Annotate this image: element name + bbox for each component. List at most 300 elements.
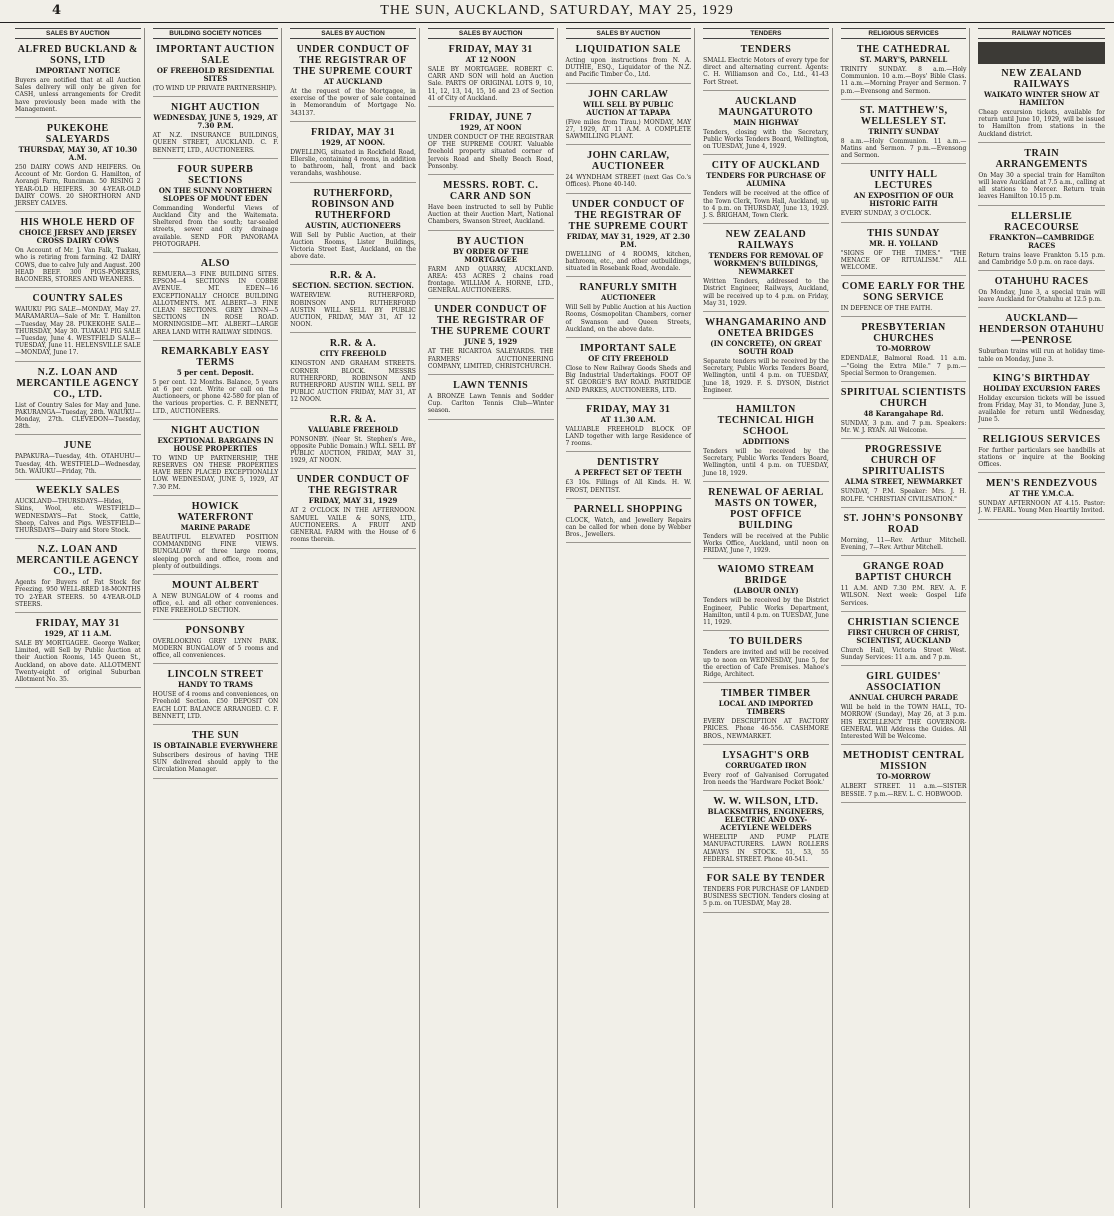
newspaper-column	[425, 28, 558, 1208]
ad-body: VALUABLE FREEHOLD BLOCK OF LAND together with large Residence of 7 rooms.	[565, 425, 692, 448]
ad-subtitle: WAIKATO WINTER SHOW AT HAMILTON	[984, 90, 1100, 107]
ad-body: REMUERA—3 FINE BUILDING SITES. EPSOM—4 SECTIONS IN COBBE AVENUE. MT. EDEN—16 EXCEPTIONALLY CHOICE BUILDING ALLOTMENTS. MT. ALBERT—3 FINE CLEAN SECTIONS. GREY LYNN—5 SECTIONS IN ROSE ROAD. MORNINGSIDE—MT. ALBERT—LARGE AREA LAND WITH RAILWAY SIDINGS.	[152, 271, 279, 336]
ad-body: EVERY DESCRIPTION AT FACTORY PRICES. Phone 46-556. CASHMORE BROS., NEWMARKET.	[703, 718, 829, 740]
classified-ad	[566, 42, 692, 84]
ad-body: Will be held in the TOWN HALL, TO-MORROW (Sunday), May 26, at 3 p.m. HIS EXCELLENCY THE GOVERNOR-GENERAL Will Address the Guides. All Interested Will be Welcome.	[840, 704, 967, 741]
masthead	[0, 0, 1114, 23]
ad-body: ALBERT STREET. 11 a.m.—SISTER BESSIE. 7 p.m.—REV. L. C. HOBWOOD.	[840, 783, 967, 798]
ad-title: GRANGE ROAD BAPTIST CHURCH	[855, 561, 952, 584]
ad-body: List of Country Sales for May and June. PAKURANGA—Tuesday, 28th. WAIUKU—Monday, 27th. CLEVEDON—Tuesday, 28th.	[15, 401, 141, 431]
ad-body: Acting upon instructions from N. A. DUTHIE, ESQ., Liquidator of the N.Z. and Pacific Timber Co., Ltd.	[565, 57, 692, 79]
ad-title: RELIGIOUS SERVICES	[982, 433, 1101, 445]
ad-body: SALE BY MORTGAGEE. George Walker, Limited, will Sell by Public Auction at their Auction Rooms, 145 Queen St., Auckland, on above date. ALLOTMENT Twenty-eight of original Suburban Allotment No. 35.	[15, 639, 141, 683]
classified-ad	[153, 256, 279, 341]
classified-ad	[290, 186, 416, 266]
classified-ad	[703, 634, 829, 683]
ad-body: AT THE RICARTOA SALEYARDS. THE FARMERS' AUCTIONEERING COMPANY, LIMITED, CHRISTCHURCH.	[427, 348, 554, 370]
classified-ad	[841, 669, 967, 745]
ad-title: CITY OF AUCKLAND	[711, 160, 821, 172]
ad-title: OTAHUHU RACES	[994, 276, 1089, 288]
ad-body: IN DEFENCE OF THE FAITH.	[840, 305, 933, 313]
column-header: SALES BY AUCTION	[566, 28, 692, 39]
column-header: RELIGIOUS SERVICES	[841, 28, 967, 39]
ad-body: SUNDAY, 7 P.M. Speaker: Mrs. J. H. ROLFE. "CHRISTIAN CIVILISATION."	[840, 488, 967, 503]
ad-body: A BRONZE Lawn Tennis and Sodder Cup. Carlton Tennis Club—Winter season.	[427, 393, 554, 415]
classified-ad	[703, 871, 829, 913]
ad-subtitle: WEDNESDAY, JUNE 5, 1929, AT 7.30 P.M.	[153, 113, 278, 131]
classified-ad	[153, 162, 279, 253]
ad-body: Church Hall, Victoria Street West. Sunday Services: 11 a.m. and 7 p.m.	[840, 646, 967, 662]
newspaper-title: THE SUN, AUCKLAND, SATURDAY, MAY 25, 1929	[380, 3, 734, 18]
ad-body: Holiday excursion tickets will be issued from Friday, May 31, to Monday, June 3, available for return until Wednesday, June 5.	[978, 394, 1105, 424]
classified-ad	[841, 385, 967, 439]
classified-ad	[290, 42, 416, 122]
ad-title: UNDER CONDUCT OF THE REGISTRAR OF THE SUPREME COURT	[431, 304, 551, 338]
ad-title: LYSAGHT'S ORB	[722, 749, 810, 761]
classified-ad	[153, 100, 279, 159]
ad-body: AT N.Z. INSURANCE BUILDINGS, QUEEN STREET, AUCKLAND. C. F. BENNETT, LTD., AUCTIONEERS.	[152, 132, 279, 154]
classified-ad	[15, 438, 141, 480]
ad-title: UNDER CONDUCT OF THE REGISTRAR	[296, 474, 410, 497]
classified-ad	[978, 209, 1105, 271]
ad-body: Morning, 11—Rev. Arthur Mitchell. Evening, 7—Rev. Arthur Mitchell.	[840, 536, 967, 552]
classified-ad	[978, 274, 1105, 308]
ad-body: AT 2 O'CLOCK IN THE AFTERNOON. SAMUEL VAILE & SONS, LTD., AUCTIONEERS. A FRUIT AND GENERAL FARM with the House of 6 rooms therein.	[290, 507, 416, 544]
ad-title: RENEWAL OF AERIAL MASTS ON TOWER, POST OFFICE BUILDING	[708, 486, 824, 531]
classified-ad	[703, 686, 829, 745]
ad-body: SUNDAY AFTERNOON AT 4.15. Pastor: J. W. FEARL. Young Men Heartily Invited.	[978, 500, 1105, 515]
ad-body: Commanding Wonderful Views of Auckland City and the Waitemata. Sheltered from the south; tar-sealed streets, sewer and city drainage available. SEND FOR PANORAMA PHOTOGRAPH.	[152, 204, 279, 248]
ad-title: LIQUIDATION SALE	[575, 44, 681, 55]
ad-subtitle: MAIN HIGHWAY	[733, 117, 799, 127]
classified-ad	[703, 748, 829, 791]
classified-ad	[15, 121, 141, 212]
ad-subtitle: 5 per cent. Deposit.	[176, 367, 254, 377]
ad-body: AUCKLAND—THURSDAYS—Hides, Skins, Wool, etc. WESTFIELD—WEDNESDAYS—Fat Stock, Cattle, Sheep, Calves and Pigs. WESTFIELD—THURSDAYS—Dairy and Store Stock.	[15, 498, 141, 534]
classified-ad	[978, 311, 1105, 367]
ad-body: 8 a.m.—Holy Communion. 11 a.m.—Matins and Sermon. 7 p.m.—Evensong and Sermon.	[840, 137, 967, 160]
classified-ad	[566, 280, 692, 338]
ad-subtitle: (IN CONCRETE), ON GREAT SOUTH ROAD	[710, 339, 822, 357]
classified-ad	[290, 472, 416, 548]
ad-subtitle: AT 12 NOON	[465, 55, 516, 64]
classified-ad	[978, 66, 1105, 143]
classified-ad	[703, 794, 829, 868]
classified-ad	[15, 365, 141, 436]
classified-ad	[290, 336, 416, 408]
classified-ad	[153, 344, 279, 420]
ad-subtitle: CORRUGATED IRON	[725, 760, 807, 770]
ad-body: SMALL Electric Motors of every type for direct and alternating current. Agents: C. H. Williamson and Co., Ltd., 41-43 Fort Street.	[703, 57, 829, 86]
ad-subtitle: THURSDAY, MAY 30, AT 10.30 A.M.	[18, 145, 138, 163]
ad-subtitle: FRANKTON—CAMBRIDGE RACES	[989, 232, 1094, 250]
ad-body: UNDER CONDUCT OF THE REGISTRAR OF THE SUPREME COURT. Valuable freehold property situated corner of Jervois Road and Shelly Beach Road, Ponsonby.	[427, 134, 554, 170]
ad-body: On Account of Mr. J. Van Falk, Tuakau, who is retiring from farming. 42 DAIRY COWS, due to calve July and August. 200 HEAD BEEF. 300 PIGS-PORKERS, BACONERS, STORES AND WEANERS.	[15, 247, 141, 284]
ad-body: Close to New Railway Goods Sheds and Big Industrial Undertakings. FOOT OF ST. GEORGE'S BAY ROAD. PARTRIDGE AND PARKES, AUCTIONEERS, LTD.	[565, 365, 692, 394]
ad-title: IMPORTANT SALE	[580, 343, 677, 355]
ad-title: FRIDAY, JUNE 7	[449, 112, 533, 124]
ad-title: BY AUCTION	[456, 235, 525, 247]
classified-ad	[841, 167, 967, 222]
ad-subtitle: VALUABLE FREEHOLD	[308, 424, 399, 434]
ad-title: FOUR SUPERB SECTIONS	[177, 163, 254, 186]
ad-subtitle: 1929, AT 11 A.M.	[44, 628, 112, 638]
classified-ad	[841, 103, 967, 165]
ad-title: R.R. & A.	[329, 413, 377, 425]
ad-title: ALFRED BUCKLAND & SONS, LTD	[17, 44, 138, 66]
ad-title: FOR SALE BY TENDER	[706, 872, 826, 884]
ad-subtitle: TO-MORROW	[876, 772, 931, 782]
ad-title: IMPORTANT AUCTION SALE	[156, 44, 275, 66]
ad-title: RANFURLY SMITH	[579, 282, 678, 294]
ad-subtitle: A PERFECT SET OF TEETH	[574, 468, 682, 478]
ad-subtitle: CHOICE JERSEY AND JERSEY CROSS DAIRY COWS	[19, 228, 137, 246]
ad-subtitle: TENDERS FOR REMOVAL OF WORKMEN'S BUILDINGS, NEWMARKET	[708, 251, 824, 277]
ad-body: Have been instructed to sell by Public Auction at their Auction Mart, National Chambers, Swanson Street, Auckland.	[427, 204, 554, 226]
classified-ad	[290, 125, 416, 183]
ad-title: HAMILTON TECHNICAL HIGH SCHOOL	[717, 404, 815, 438]
ad-body: Tenders will be received at the Public Works Office, Auckland, until noon on FRIDAY, June 7, 1929.	[703, 532, 829, 555]
classified-ad	[978, 476, 1105, 519]
ad-title: NEW ZEALAND RAILWAYS	[725, 229, 807, 252]
classified-ad	[841, 442, 967, 507]
ad-subtitle: AN EXPOSITION OF OUR HISTORIC FAITH	[853, 191, 954, 209]
ad-body: Tenders are invited and will be received up to noon on WEDNESDAY, June 5, for the erection of Cafe Premises. Mahoe's Ridge, Architect.	[703, 649, 829, 678]
ad-subtitle: BLACKSMITHS, ENGINEERS, ELECTRIC AND OXY-ACETYLENE WELDERS	[707, 807, 825, 833]
ad-title: REMARKABLY EASY TERMS	[161, 345, 270, 368]
ad-body: 250 DAIRY COWS AND HEIFERS. On Account of Mr. Gordon G. Hamilton, of Aorangi Farm, Runciman. 50 RISING 2 YEAR-OLD HEIFERS. 30 4-YEAR-OLD DAIRY COWS. 20 SHORTHORN AND JERSEY CALVES.	[15, 164, 141, 208]
ad-title: COUNTRY SALES	[32, 293, 124, 305]
ad-title: THE SUN	[191, 729, 239, 741]
classified-ad	[153, 42, 279, 97]
ad-title: HIS WHOLE HERD OF	[20, 217, 136, 229]
classified-ad	[566, 148, 692, 193]
ad-body: OVERLOOKING GREY LYNN PARK. MODERN BUNGALOW of 5 rooms and office, all conveniences.	[152, 637, 279, 659]
ad-title: ST. JOHN'S PONSONBY ROAD	[843, 512, 964, 535]
classified-ad	[703, 315, 829, 399]
ad-subtitle: IS OBTAINABLE EVERYWHERE	[153, 740, 278, 750]
ad-title: TIMBER TIMBER	[720, 688, 811, 700]
ad-subtitle: AT 11.30 A.M.	[600, 414, 656, 424]
ad-body: (TO WIND UP PRIVATE PARTNERSHIP).	[152, 85, 277, 92]
ad-body: CLOCK, Watch, and Jewellery Repairs can be called for when done by Webber Bros., Jewellers.	[565, 516, 692, 539]
classified-ad	[841, 279, 967, 317]
classified-ad	[566, 87, 692, 146]
ad-body: KINGSTON AND GRAHAM STREETS. CORNER BLOCK. MESSRS RUTHERFORD, ROBINSON AND RUTHERFORD AUSTIN WILL SELL BY PUBLIC AUCTION FRIDAY, MAY 31, AT 12 NOON.	[290, 360, 416, 404]
classified-ad	[841, 226, 967, 277]
ad-body: £3 10s. Fillings of All Kinds. H. W. FROST, DENTIST.	[565, 479, 692, 494]
column-header: SALES BY AUCTION	[428, 28, 554, 39]
classified-ad	[428, 42, 554, 107]
classified-ad	[290, 412, 416, 470]
ad-subtitle: TENDERS FOR PURCHASE OF ALUMINA	[706, 171, 826, 189]
ad-title: JOHN CARLAW, AUCTIONEER	[587, 150, 670, 173]
classified-ad	[978, 371, 1105, 429]
ad-title: MESSRS. ROBT. C. CARR AND SON	[443, 180, 539, 203]
ad-body: TO WIND UP PARTNERSHIP, THE RESERVES ON THESE PROPERTIES HAVE BEEN PLACED EXCEPTIONALLY LOW. WEDNESDAY, JUNE 5, 1929, AT 7.30 P.M.	[152, 454, 279, 491]
classified-ad	[153, 667, 279, 725]
ad-subtitle: AT THE Y.M.C.A.	[1009, 489, 1075, 499]
ad-body: Return trains leave Frankton 5.15 p.m. and Cambridge 5.0 p.m. on race days.	[978, 251, 1105, 266]
ad-title: JUNE	[63, 440, 92, 452]
ad-title: N.Z. LOAN AND MERCANTILE AGENCY CO., LTD.	[16, 544, 140, 578]
ad-body: FARM AND QUARRY, AUCKLAND. AREA: 453 ACRES 2 chains road frontage. WILLIAM A. HORNE, LTD., GENERAL AUCTIONEERS.	[427, 265, 554, 295]
ad-subtitle: CITY FREEHOLD	[319, 349, 387, 359]
ad-body: SALE BY MORTGAGEE. ROBERT C. CARR AND SON will hold an Auction Sale. PARTS OF ORIGINAL LOTS 9, 10, 11, 12, 13, 14, 15, 16 and 23 of Section 41 of City of Auckland.	[427, 66, 554, 102]
classified-ad	[290, 268, 416, 333]
ad-body: "SIGNS OF THE TIMES." "THE MENACE OF RITUALISM." ALL WELCOME.	[840, 249, 967, 272]
ad-body: (Five miles from Tirau.) MONDAY, MAY 27, 1929, AT 11 A.M. A COMPLETE SAWMILLING PLANT.	[565, 118, 692, 141]
ad-subtitle: FRIDAY, MAY 31, 1929, AT 2.30 P.M.	[566, 231, 690, 249]
column-grid	[12, 28, 1108, 1208]
classified-ad	[15, 483, 141, 539]
ad-title: NEW ZEALAND RAILWAYS	[1001, 68, 1082, 90]
ad-title: PUKEKOHE SALEYARDS	[45, 123, 110, 146]
column-header: SALES BY AUCTION	[290, 28, 416, 39]
ad-title: R.R. & A.	[329, 338, 377, 350]
ad-subtitle: AUCTIONEER	[601, 293, 656, 303]
ad-body: WAIUKU PIG SALE—MONDAY, May 27. MARAMARUA—Sale of Mr. T. Hamilton—Tuesday, May 28. PUKEKOHE SALE—THURSDAY, May 30. TUAKAU PIG SALE—Tuesday, June 4. WESTFIELD SALE—TUESDAY, June 11. HELENSVILLE SALE—MONDAY, June 17.	[15, 306, 141, 357]
classified-ad	[428, 110, 554, 175]
ad-subtitle: AT AUCKLAND	[323, 77, 383, 86]
ad-body: WHEELTIP AND PUMP PLATE MANUFACTURERS. LAWN ROLLERS ALWAYS IN STOCK. 51, 53, 55 FEDERAL STREET. Phone 40-541.	[703, 834, 829, 863]
ad-title: NIGHT AUCTION	[171, 424, 260, 436]
classified-ad	[703, 402, 829, 482]
ad-subtitle: 1929, AT NOON.	[321, 137, 386, 147]
ad-body: DWELLING of 4 ROOMS, kitchen, bathroom, etc., and other outbuildings, situated in Rosebank Road, Avondale.	[565, 250, 692, 273]
ad-title: GIRL GUIDES' ASSOCIATION	[866, 671, 941, 694]
classified-ad	[153, 728, 279, 779]
classified-ad	[841, 320, 967, 382]
ad-title: COME EARLY FOR THE SONG SERVICE	[841, 281, 966, 304]
ad-title: PONSONBY	[185, 624, 246, 636]
classified-ad	[978, 146, 1105, 206]
ad-title: TRAIN ARRANGEMENTS	[995, 147, 1088, 170]
classified-ad	[703, 562, 829, 631]
ad-body: For further particulars see handbills at stations or inquire at the Booking Offices.	[978, 446, 1105, 469]
ad-body: PAPAKURA—Tuesday, 4th. OTAHUHU—Tuesday, 4th. WESTFIELD—Wednesday, 5th. WAIUKU—Friday, 7th.	[15, 453, 141, 475]
ad-body: Agents for Buyers of Fat Stock for Freezing. 950 WELL-BRED 18-MONTHS TO 2-YEAR STEERS. 50 4-YEAR-OLD STEERS.	[15, 579, 141, 608]
ad-subtitle: 48 Karangahape Rd.	[863, 409, 944, 419]
ad-subtitle: ON THE SUNNY NORTHERN SLOPES OF MOUNT EDEN	[158, 185, 273, 203]
classified-ad	[703, 485, 829, 560]
ad-subtitle: AUSTIN, AUCTIONEERS	[305, 220, 401, 230]
ad-subtitle: FIRST CHURCH OF CHRIST, SCIENTIST, AUCKLAND	[847, 627, 960, 645]
ad-body: Tenders will be received by the Secretary, Public Works Tenders Board, Wellington, until 4 p.m. on TUESDAY, June 18, 1929.	[703, 448, 829, 477]
ad-title: UNITY HALL LECTURES	[869, 169, 938, 192]
ad-subtitle: TO-MORROW	[876, 344, 931, 354]
ad-title: PRESBYTERIAN CHURCHES	[861, 322, 946, 345]
ad-title: N.Z. LOAN AND MERCANTILE AGENCY CO., LTD.	[16, 366, 140, 400]
ad-title: NIGHT AUCTION	[171, 102, 260, 114]
ad-title: DENTISTRY	[597, 457, 660, 469]
ad-subtitle: ST. MARY'S, PARNELL	[859, 55, 948, 64]
ad-body: BEAUTIFUL ELEVATED POSITION COMMANDING FINE VIEWS. BUNGALOW of three large rooms, sleeping porch and office, room and plenty of outbuildings.	[152, 533, 279, 570]
newspaper-column	[12, 28, 145, 1208]
newspaper-column	[700, 28, 833, 1208]
ad-title: THIS SUNDAY	[867, 227, 940, 239]
ad-subtitle: MR. H. YOLLAND	[869, 238, 938, 248]
column-header: TENDERS	[703, 28, 829, 39]
ad-body: Subscribers desirous of having THE SUN delivered should apply to the Circulation Manager.	[152, 751, 279, 774]
classified-ad	[703, 42, 829, 91]
classified-ad	[153, 623, 279, 665]
classified-ad	[153, 423, 279, 496]
ad-title: PARNELL SHOPPING	[573, 503, 683, 515]
ad-title: FRIDAY, MAY 31	[35, 617, 120, 629]
ad-title: RUTHERFORD, ROBINSON AND RUTHERFORD	[311, 187, 395, 221]
ad-title: UNDER CONDUCT OF THE REGISTRAR OF THE SUPREME COURT	[568, 198, 688, 232]
classified-ad	[153, 499, 279, 575]
ad-title: W. W. WILSON, LTD.	[713, 796, 819, 808]
ad-body: Separate tenders will be received by the Secretary, Public Works Tenders Board, Wellington, until 4 p.m. on TUESDAY, June 18, 1929. F. S. DYSON, District Engineer.	[703, 358, 829, 394]
classified-ad	[153, 578, 279, 620]
ad-title: WHANGAMARINO AND ONETEA BRIDGES	[705, 317, 827, 340]
ad-subtitle: ADDITIONS	[742, 437, 790, 447]
ad-title: WEEKLY SALES	[35, 485, 120, 497]
ad-body: Will Sell by Public Auction, at their Auction Rooms, Lister Buildings, Victoria Street East, Auckland, on the above date.	[290, 231, 416, 261]
newspaper-column	[838, 28, 971, 1208]
ad-body: Will Sell by Public Auction at his Auction Rooms, Cosmopolitan Chambers, corner of Swanson and Queen Streets, Auckland, on the above date.	[565, 304, 692, 333]
classified-ad	[15, 42, 141, 118]
classified-ad	[703, 227, 829, 312]
ad-title: ST. MATTHEW'S, WELLESLEY ST.	[859, 104, 948, 127]
ad-body: On Monday, June 3, a special train will leave Auckland for Otahuhu at 12.5 p.m.	[978, 289, 1105, 304]
ad-body: Suburban trains will run at holiday time-table on Monday, June 3.	[978, 348, 1105, 363]
ad-body: WATERVIEW. RUTHERFORD, ROBINSON AND RUTHERFORD AUSTIN WILL SELL BY PUBLIC AUCTION, FRIDAY, MAY 31, AT 12 NOON.	[290, 292, 416, 329]
ad-body: Tenders, closing with the Secretary, Public Works Tenders Board, Wellington, on TUESDAY, June 4, 1929.	[703, 128, 829, 151]
ad-title: ALSO	[200, 258, 231, 270]
ad-subtitle: SECTION. SECTION. SECTION.	[292, 281, 414, 291]
ad-title: WAIOMO STREAM BRIDGE	[717, 564, 815, 587]
column-header: BUILDING SOCIETY NOTICES	[153, 28, 279, 39]
classified-ad	[703, 158, 829, 224]
ad-body: PONSONBY. (Near St. Stephen's Ave., opposite Public Domain.) WILL SELL BY PUBLIC AUCTION, FRIDAY, MAY 31, 1929, AT NOON.	[290, 435, 416, 465]
ad-body: Buyers are notified that at all Auction Sales delivery will only be given for CASH, unless arrangements for Credit have previously been made with the Management.	[15, 77, 141, 113]
ad-subtitle: 1929, AT NOON	[459, 123, 522, 133]
ad-body: A NEW BUNGALOW of 4 rooms and office, e.l. and all other conveniences. FINE FREEHOLD SECTION.	[152, 592, 279, 615]
newspaper-column	[287, 28, 420, 1208]
ad-subtitle: WILL SELL BY PUBLIC AUCTION AT TAPAPA	[583, 99, 674, 117]
classified-ad	[566, 341, 692, 399]
classified-ad	[978, 432, 1105, 474]
ad-body: At the request of the Mortgagee, in exercise of the power of sale contained in Memorandum of Mortgage No. 343137.	[290, 88, 416, 117]
ad-title: TO BUILDERS	[729, 636, 803, 648]
classified-ad	[566, 455, 692, 498]
ad-subtitle: BY ORDER OF THE MORTGAGEE	[452, 246, 529, 264]
ad-title: KING'S BIRTHDAY	[992, 372, 1091, 384]
ad-body: TRINITY SUNDAY. 8 a.m.—Holy Communion. 10 a.m.—Boys' Bible Class. 11 a.m.—Morning Prayer and Sermon. 7 p.m.—Evensong and Sermon.	[840, 66, 967, 95]
classified-ad	[428, 378, 554, 420]
classified-ad	[428, 302, 554, 375]
column-header: RAILWAY NOTICES	[978, 28, 1105, 39]
ad-title: JOHN CARLAW	[588, 88, 669, 100]
classified-ad	[841, 748, 967, 802]
ad-title: SPIRITUAL SCIENTISTS CHURCH	[840, 387, 967, 410]
ad-subtitle: HOLIDAY EXCURSION FARES	[983, 383, 1101, 393]
ad-subtitle: OF FREEHOLD RESIDENTIAL SITES	[156, 66, 275, 83]
ad-body: HOUSE of 4 rooms and conveniences, on Freehold Section. £50 DEPOSIT ON EACH LOT. BALANCE ARRANGED. C. F. BENNETT, LTD.	[152, 691, 279, 720]
column-header: SALES BY AUCTION	[15, 28, 141, 39]
ad-body: 11 A.M. AND 7.30 P.M. REV. A. F. WILSON. Next week: Gospel Life Services.	[840, 585, 967, 607]
ad-subtitle: (LABOUR ONLY)	[733, 586, 799, 596]
ad-title: MEN'S RENDEZVOUS	[985, 478, 1098, 490]
ad-body: Cheap excursion tickets, available for return until June 10, 1929, will be issued to Hamilton from stations in the Auckland district.	[978, 109, 1105, 138]
ad-subtitle: OF CITY FREEHOLD	[588, 354, 669, 364]
ad-body: EVERY SUNDAY, 3 O'CLOCK.	[840, 210, 932, 218]
ad-title: MOUNT ALBERT	[172, 579, 259, 591]
ad-subtitle: LOCAL AND IMPORTED TIMBERS	[718, 699, 814, 717]
ad-body: DWELLING, situated in Rockfield Road, Ellerslie, containing 4 rooms, in addition to bathroom, hall, front and back verandahs, washhouse.	[290, 148, 416, 178]
ad-body: TENDERS FOR PURCHASE OF LANDED BUSINESS SECTION. Tenders closing at 5 p.m. on TUESDAY, May 28.	[703, 885, 829, 908]
ad-title: METHODIST CENTRAL MISSION	[842, 750, 965, 773]
ad-subtitle: IMPORTANT NOTICE	[35, 66, 120, 75]
classified-ad	[566, 197, 692, 278]
classified-ad	[15, 616, 141, 688]
page-number: 4	[52, 3, 62, 18]
classified-ad	[566, 502, 692, 544]
ad-subtitle: MARINE PARADE	[180, 522, 251, 532]
classified-ad	[841, 511, 967, 556]
ad-subtitle: ANNUAL CHURCH PARADE	[849, 693, 958, 703]
ad-body: 24 WYNDHAM STREET (next Gas Co.'s Offices). Phone 40-140.	[565, 174, 692, 189]
ad-body: Tenders will be received by the District Engineer, Public Works Department, Hamilton, until 4 p.m. on TUESDAY, June 11, 1929.	[703, 597, 829, 627]
ad-title: LAWN TENNIS	[453, 380, 529, 392]
classified-ad	[841, 559, 967, 612]
ad-title: UNDER CONDUCT OF THE REGISTRAR OF THE SUPREME COURT	[293, 44, 413, 77]
newspaper-column	[975, 28, 1108, 1208]
newspaper-column	[563, 28, 696, 1208]
classified-ad	[566, 402, 692, 453]
ad-subtitle: ALMA STREET, NEWMARKET	[844, 477, 963, 487]
ad-body: EDENDALE, Balmoral Road. 11 a.m.—"Going the Extra Mile." 7 p.m.—Special Sermon to Orangemen.	[840, 355, 967, 377]
ad-title: R.R. & A.	[329, 270, 377, 282]
ad-subtitle: HANDY TO TRAMS	[177, 680, 253, 690]
ad-title: PROGRESSIVE CHURCH OF SPIRITUALISTS	[862, 444, 945, 478]
ad-title: ELLERSLIE RACECOURSE	[1004, 210, 1080, 233]
ad-body: Tenders will be received at the office of the Town Clerk, Town Hall, Auckland, up to 4 p.m. on THURSDAY, June 13, 1929. J. S. BRIGHAM, Town Clerk.	[703, 190, 829, 220]
ad-title: AUCKLAND MAUNGATUROTO	[718, 95, 814, 118]
ad-title: TENDERS	[740, 44, 792, 55]
ad-body: SUNDAY, 3 p.m. and 7 p.m. Speakers: Mr. W. J. RYAN. All Welcome.	[840, 420, 967, 435]
ad-title: FRIDAY, MAY 31	[310, 126, 396, 138]
classified-ad	[15, 291, 141, 361]
ad-body: Written Tenders, addressed to the District Engineer, Railways, Auckland, will be received up to 4 p.m. on Friday, May 31, 1929.	[703, 278, 829, 307]
ad-subtitle: JUNE 5, 1929	[464, 337, 518, 347]
ad-body: Every roof of Galvanised Corrugated Iron needs the 'Hardware Pocket Book.'	[703, 771, 829, 786]
railway-train-illustration	[978, 42, 1105, 64]
classified-ad	[15, 215, 141, 288]
ad-title: FRIDAY, MAY 31	[586, 403, 671, 415]
ad-body: On May 30 a special train for Hamilton will leave Auckland at 7.5 a.m., calling at all stations to Mercer. Return train leaves Hamilton 10.15 p.m.	[978, 171, 1105, 201]
classified-ad	[703, 94, 829, 156]
classified-ad	[15, 542, 141, 613]
ad-body: 5 per cent. 12 Months. Balance, 5 years at 6 per cent. Write or call on the Auctioneers, or phone 42-580 for plan of the various properties. C. F. BENNETT, LTD., AUCTIONEERS.	[152, 378, 279, 415]
classified-ad	[428, 178, 554, 231]
ad-title: FRIDAY, MAY 31	[448, 44, 533, 55]
ad-title: HOWICK WATERFRONT	[177, 500, 254, 523]
ad-title: CHRISTIAN SCIENCE	[847, 616, 960, 628]
ad-title: LINCOLN STREET	[167, 669, 264, 681]
classified-ad	[841, 615, 967, 666]
classified-ad	[841, 42, 967, 100]
newspaper-column	[150, 28, 283, 1208]
ad-title: AUCKLAND—HENDERSON OTAHUHU—PENROSE	[979, 313, 1105, 347]
ad-title: THE CATHEDRAL	[856, 44, 951, 55]
ad-subtitle: FRIDAY, MAY 31, 1929	[308, 496, 398, 506]
ad-subtitle: TRINITY SUNDAY	[868, 126, 939, 136]
ad-subtitle: EXCEPTIONAL BARGAINS IN HOUSE PROPERTIES	[157, 435, 274, 453]
